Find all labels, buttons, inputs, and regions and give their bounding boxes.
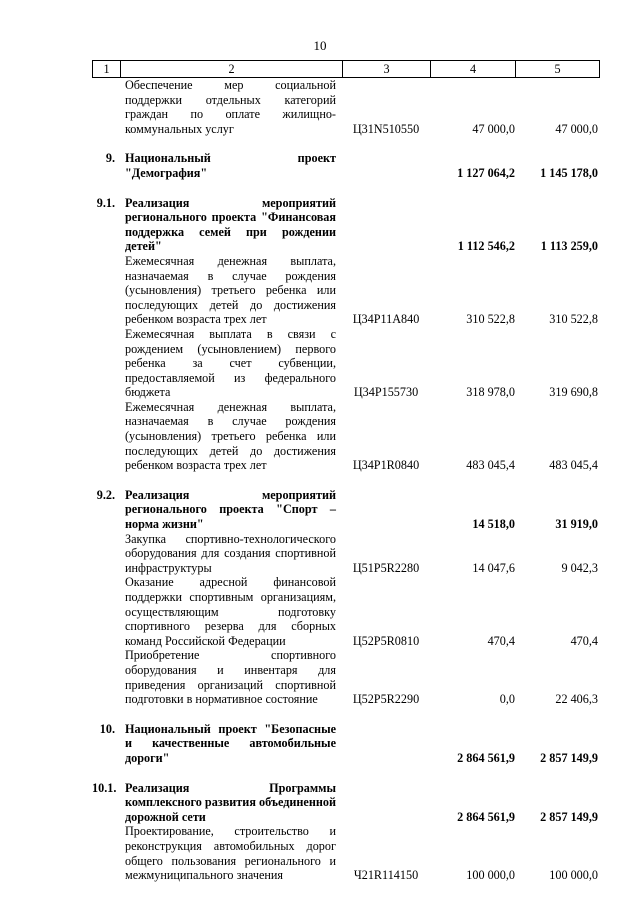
row-description: Оказание адресной финансовой поддержки спортивным организациям, осуществляющим подготовку спортивного резерва для сборных команд Российской Федерации [125, 575, 336, 648]
table-row [92, 196, 600, 254]
row-value-2: 2 857 149,9 [540, 809, 598, 824]
row-value-1: 14 047,6 [472, 560, 515, 575]
row-value-2: 22 406,3 [555, 692, 598, 707]
row-description: Закупка спортивно-технологического оборудования для создания спортивной инфраструктуры [125, 531, 336, 575]
row-value-2: 47 000,0 [555, 121, 598, 136]
row-description: Национальный проект "Безопасные и качественные автомобильные дороги" [125, 721, 336, 765]
table-row [92, 532, 600, 576]
table-row [92, 575, 600, 648]
row-value-1: 1 112 546,2 [457, 239, 515, 254]
row-number: 10.1. [92, 780, 117, 795]
row-value-2: 470,4 [570, 633, 598, 648]
row-description: Обеспечение мер социальной поддержки отдельных категорий граждан по оплате жилищно-коммунальных услуг [125, 78, 336, 136]
row-value-2: 2 857 149,9 [540, 750, 598, 765]
header-col-5: 5 [515, 61, 600, 77]
page-number: 10 [313, 38, 327, 53]
row-description: Ежемесячная выплата в связи с рождением (усыновлением) первого ребенка за счет субвенции, предоставляемой из федерального бюджета [125, 326, 336, 400]
table-row [92, 781, 600, 825]
row-number [92, 254, 120, 327]
row-number [92, 824, 120, 882]
row-code: Ч21R114150 [353, 868, 419, 883]
table-header [92, 60, 600, 78]
row-value-2: 1 145 178,0 [540, 165, 598, 180]
row-description: Ежемесячная денежная выплата, назначаемая в случае рождения (усыновления) третьего ребенка или последующих детей до достижения ребенком возраста трех лет [125, 399, 336, 473]
row-number [92, 327, 120, 400]
row-value-2: 9 042,3 [561, 560, 598, 575]
row-number: 9. [105, 151, 115, 166]
row-number [92, 78, 120, 136]
row-value-1: 2 864 561,9 [457, 809, 515, 824]
row-value-1: 318 978,0 [466, 385, 515, 400]
row-value-2: 1 113 259,0 [540, 239, 598, 254]
row-description: Национальный проект "Демография" [125, 151, 336, 180]
row-number: 10. [99, 721, 115, 736]
row-value-1: 2 864 561,9 [457, 750, 515, 765]
row-number: 9.2. [96, 487, 115, 502]
row-number [92, 648, 120, 706]
header-col-3: 3 [342, 61, 430, 77]
row-value-1: 483 045,4 [466, 458, 515, 473]
row-value-1: 14 518,0 [472, 517, 515, 532]
row-description: Приобретение спортивного оборудования и инвентаря для приведения организаций спортивной подготовки в нормативное состояние [125, 648, 336, 707]
row-code: Ц52P5R2290 [352, 692, 420, 707]
table-row [92, 327, 600, 400]
row-description: Ежемесячная денежная выплата, назначаемая в случае рождения (усыновления) третьего ребенка или последующих детей до достижения ребенком возраста трех лет [125, 253, 336, 327]
row-number [92, 400, 120, 473]
row-code: Ц34P155730 [353, 385, 419, 400]
row-code: Ц51P5R2280 [352, 560, 420, 575]
row-value-1: 47 000,0 [472, 121, 515, 136]
row-number: 9.1. [96, 195, 115, 210]
table-row [92, 824, 600, 882]
row-value-1: 100 000,0 [466, 868, 515, 883]
table-row [92, 151, 600, 180]
row-code: Ц52P5R0810 [352, 633, 420, 648]
row-code: Ц34P11A840 [352, 312, 420, 327]
row-value-2: 483 045,4 [549, 458, 598, 473]
row-value-2: 310 522,8 [549, 312, 598, 327]
row-code: Ц34P1R0840 [352, 458, 420, 473]
row-description: Реализация мероприятий регионального проекта "Финансовая поддержка семей при рождении детей" [125, 195, 336, 254]
row-value-2: 100 000,0 [549, 868, 598, 883]
row-description: Реализация мероприятий регионального проекта "Спорт – норма жизни" [125, 487, 336, 532]
row-value-1: 470,4 [487, 633, 515, 648]
table-row [92, 254, 600, 327]
row-description: Реализация Программы комплексного развития объединенной дорожной сети [125, 780, 336, 824]
header-col-1: 1 [92, 61, 120, 77]
table-row [92, 722, 600, 766]
table-row [92, 488, 600, 532]
row-value-1: 1 127 064,2 [457, 165, 515, 180]
table-row [92, 648, 600, 706]
row-value-1: 310 522,8 [466, 312, 515, 327]
table-row [92, 400, 600, 473]
row-value-1: 0,0 [499, 692, 515, 707]
header-col-2: 2 [120, 61, 342, 77]
row-value-2: 319 690,8 [549, 385, 598, 400]
row-code: Ц31N510550 [352, 121, 420, 136]
header-col-4: 4 [430, 61, 515, 77]
row-number [92, 532, 120, 576]
row-number [92, 575, 120, 648]
budget-table [92, 60, 600, 883]
row-description: Проектирование, строительство и реконструкция автомобильных дорог общего пользования регионального и межмуниципального значения [125, 824, 336, 883]
table-row [92, 78, 600, 136]
row-value-2: 31 919,0 [555, 517, 598, 532]
